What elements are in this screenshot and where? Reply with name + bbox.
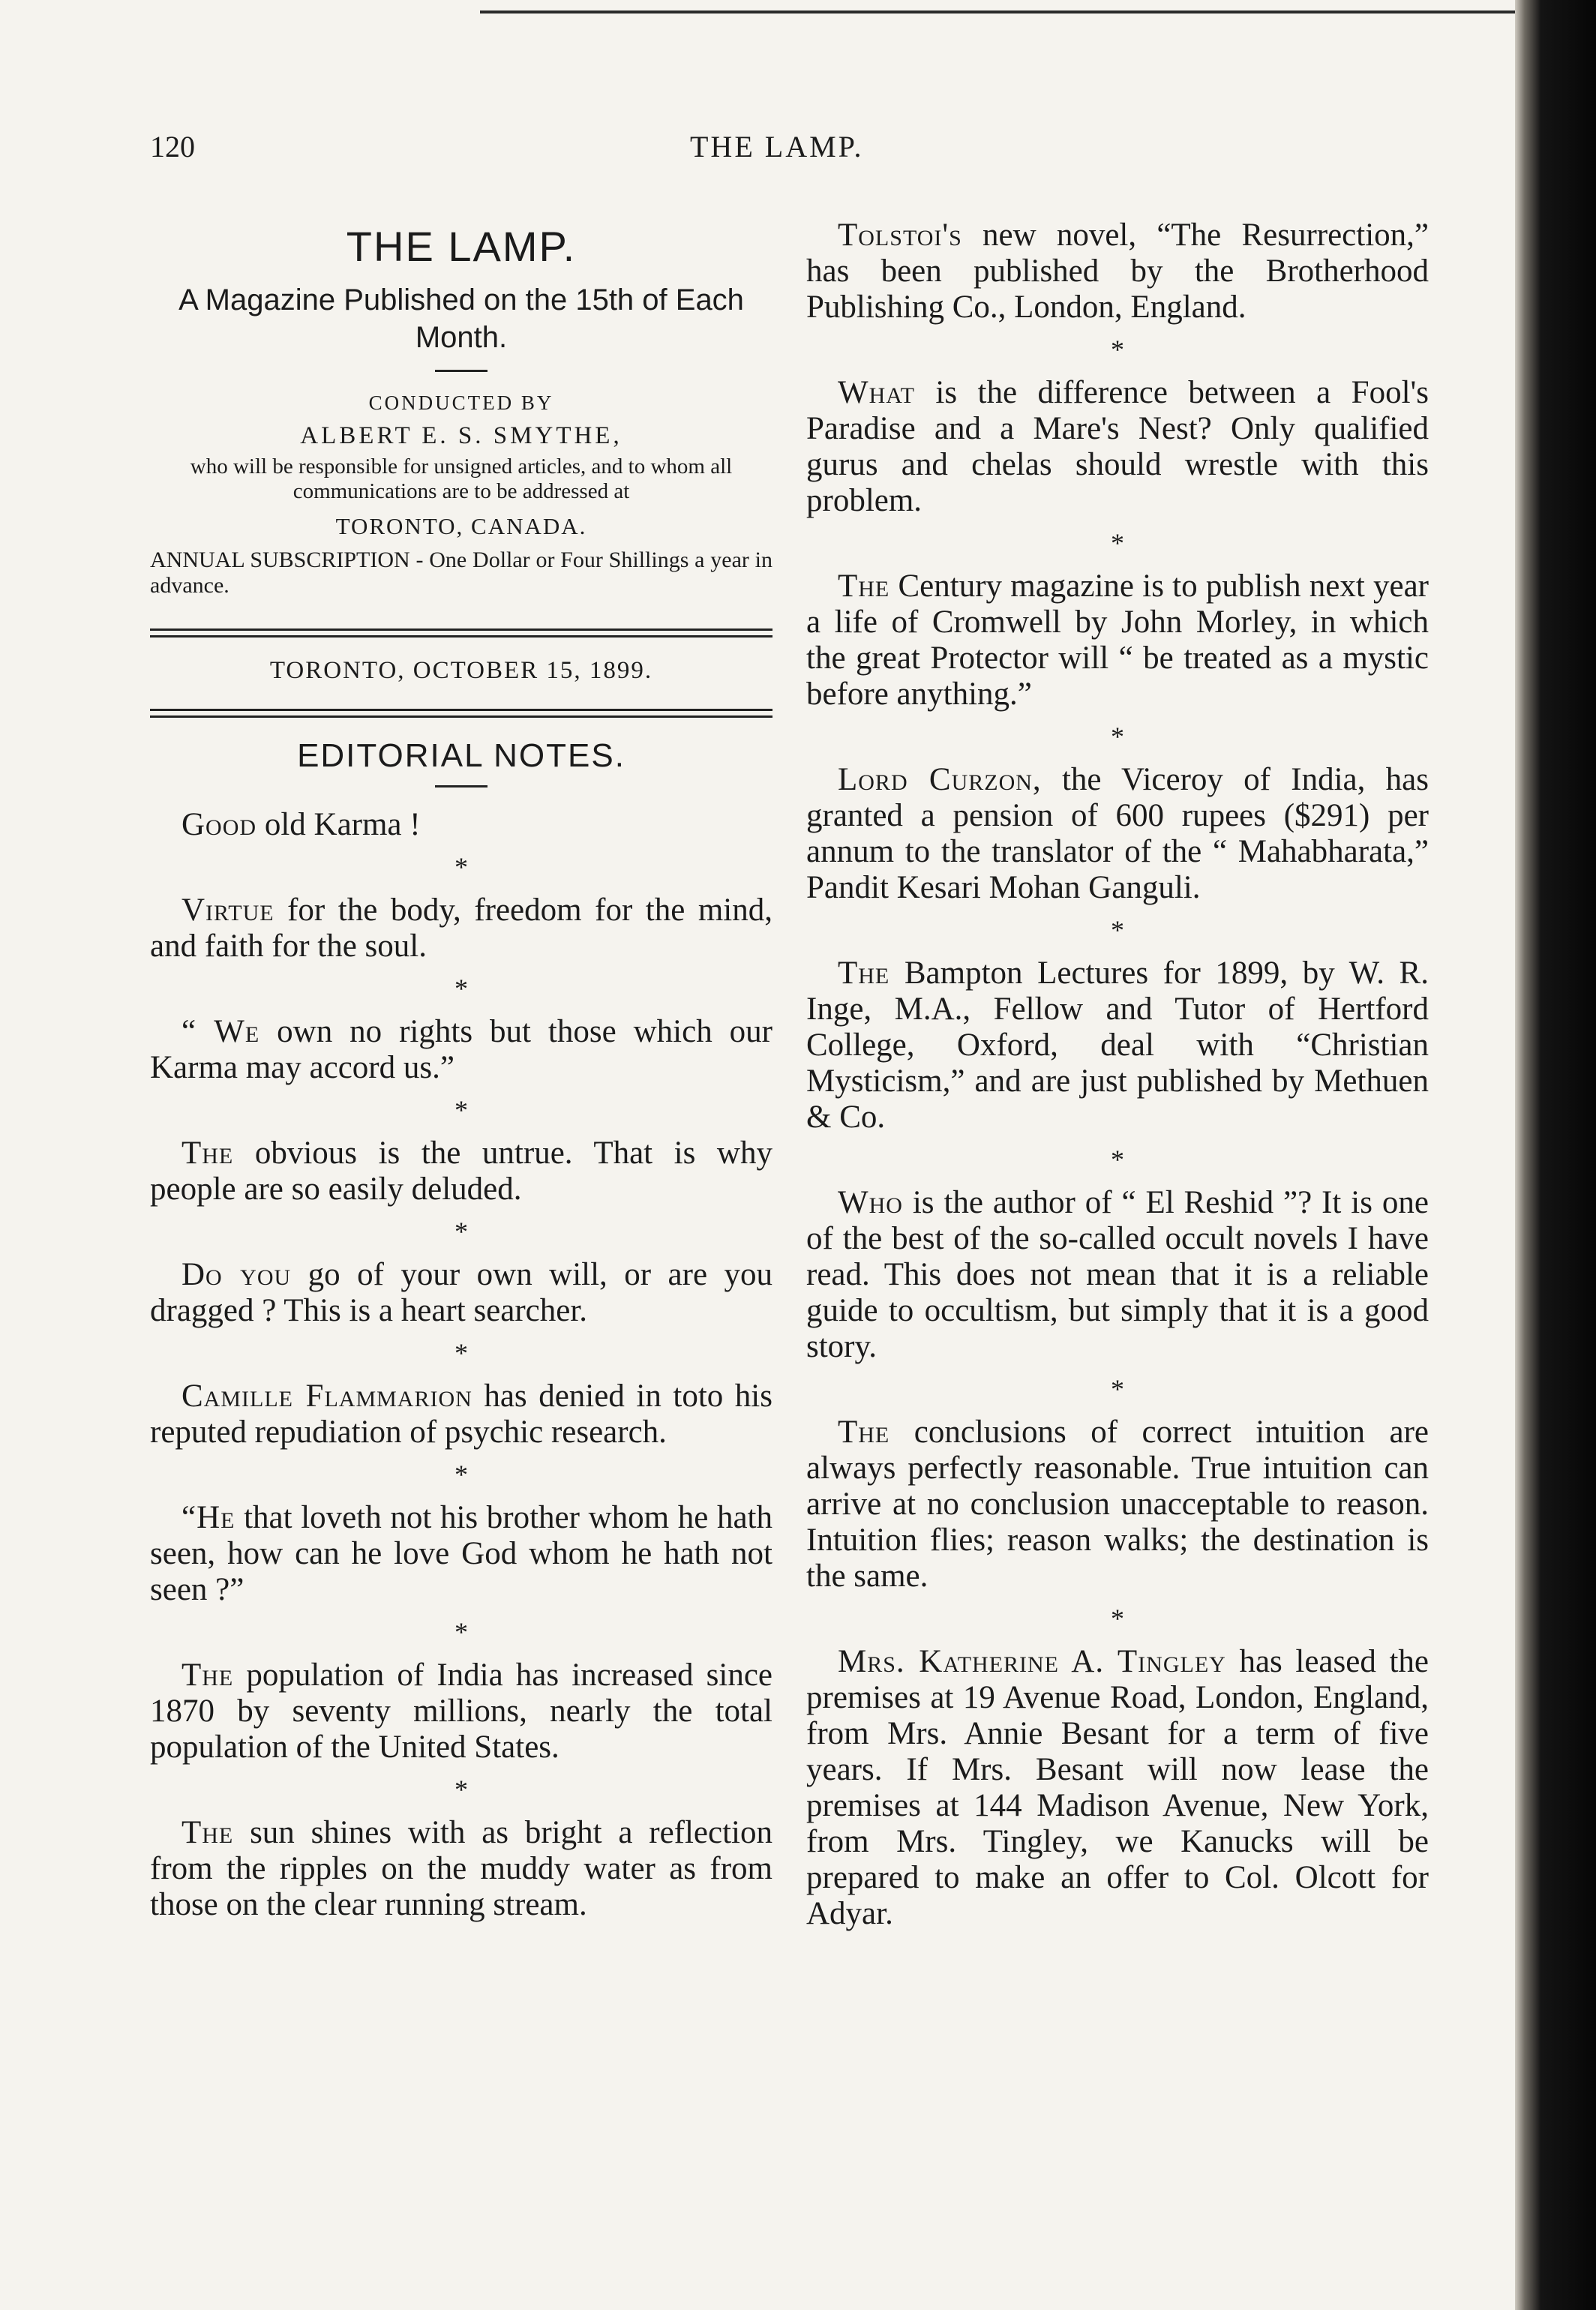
conducted-by: CONDUCTED BY [368,392,554,414]
editor-detail: who will be responsible for unsigned articles, and to whom all communications are to be addressed at [190,454,733,503]
masthead-subtitle: A Magazine Published on the 15th of Each Month. [178,284,744,354]
note-paragraph: Mrs. Katherine A. Tingley has leased the premises at 19 Avenue Road, London, England, from Mrs. Annie Besant for a term of five years. If Mrs. Besant will now lease the premises at 144 Madison Avenue, New York, from Mrs. Tingley, we Kanucks will be prepared to make an offer to Col. Olcott for Adyar. [806,1644,1429,1931]
separator-star: * [1111,1374,1124,1404]
short-rule [435,370,488,372]
separator-star: * [1111,528,1124,558]
note-paragraph: The Century magazine is to publish next year a life of Cromwell by John Morley, in which the great Protector will “ be treated as a mystic before anything.” [806,568,1429,712]
running-head [150,129,1500,174]
note-paragraph: Virtue for the body, freedom for the mind, and faith for the soul. [150,892,772,964]
subscription-terms: ANNUAL SUBSCRIPTION - One Dollar or Four Shillings a year in advance. [150,548,772,598]
masthead-title: THE LAMP. [346,223,577,270]
editor-name: ALBERT E. S. SMYTHE, [300,422,622,449]
section-title: EDITORIAL NOTES. [297,737,626,774]
note-paragraph: The obvious is the untrue. That is why people are so easily deluded. [150,1136,772,1207]
top-edge-rule [480,10,1515,14]
issue-dateline: TORONTO, OCTOBER 15, 1899. [269,657,653,684]
note-paragraph: Tolstoi's new novel, “The Resurrection,” has been published by the Brotherhood Publishing Co., London, England. [806,218,1429,325]
note-paragraph: Who is the author of “ El Reshid ”? It is one of the best of the so-called occult novels I have read. This does not mean that it is a reliable guide to occultism, but simply that it is a good story. [806,1185,1429,1364]
running-title: THE LAMP. [690,130,864,164]
note-paragraph: What is the difference between a Fool's Paradise and a Mare's Nest? Only qualified gurus and chelas should wrestle with this problem. [806,375,1429,518]
separator-star: * [1111,915,1124,945]
left-column [150,218,772,1923]
separator-star: * [1111,722,1124,752]
separator-star: * [1111,334,1124,364]
page-number: 120 [150,130,195,164]
right-column [806,218,1429,1932]
note-paragraph: Do you go of your own will, or are you dragged ? This is a heart searcher. [150,1257,772,1328]
separator-star: * [454,1216,468,1246]
short-rule [435,785,488,788]
separator-star: * [1111,1144,1124,1174]
note-paragraph: Lord Curzon, the Viceroy of India, has granted a pension of 600 rupees ($291) per annum to the translator of the “ Mahabharata,” Pandit Kesari Mohan Ganguli. [806,762,1429,905]
separator-star: * [1111,1604,1124,1634]
binding-shadow [1515,0,1596,2310]
note-paragraph: “ We own no rights but those which our Karma may accord us.” [150,1014,772,1085]
separator-star: * [454,852,468,882]
separator-star: * [454,974,468,1004]
separator-star: * [454,1095,468,1125]
separator-star: * [454,1338,468,1368]
editorial-address: TORONTO, CANADA. [335,513,587,539]
separator-star: * [454,1617,468,1647]
double-rule-bottom [150,709,772,718]
note-paragraph: The population of India has increased since 1870 by seventy millions, nearly the total population of the United States. [150,1658,772,1765]
note-paragraph: The Bampton Lectures for 1899, by W. R. Inge, M.A., Fellow and Tutor of Hertford College, Oxford, deal with “Christian Mysticism,” and are just published by Methuen & Co. [806,956,1429,1135]
note-paragraph: “He that loveth not his brother whom he hath seen, how can he love God whom he hath not seen ?” [150,1500,772,1607]
note-paragraph: The conclusions of correct intuition are always perfectly reasonable. True intuition can arrive at no conclusion unacceptable to reason. Intuition flies; reason walks; the destination is the same. [806,1414,1429,1594]
note-paragraph: The sun shines with as bright a reflection from the ripples on the muddy water as from those on the clear running stream. [150,1815,772,1922]
separator-star: * [454,1774,468,1804]
note-paragraph: Good old Karma ! [182,807,421,842]
separator-star: * [454,1460,468,1490]
note-paragraph: Camille Flammarion has denied in toto his reputed repudiation of psychic research. [150,1378,772,1450]
double-rule-top [150,628,772,638]
